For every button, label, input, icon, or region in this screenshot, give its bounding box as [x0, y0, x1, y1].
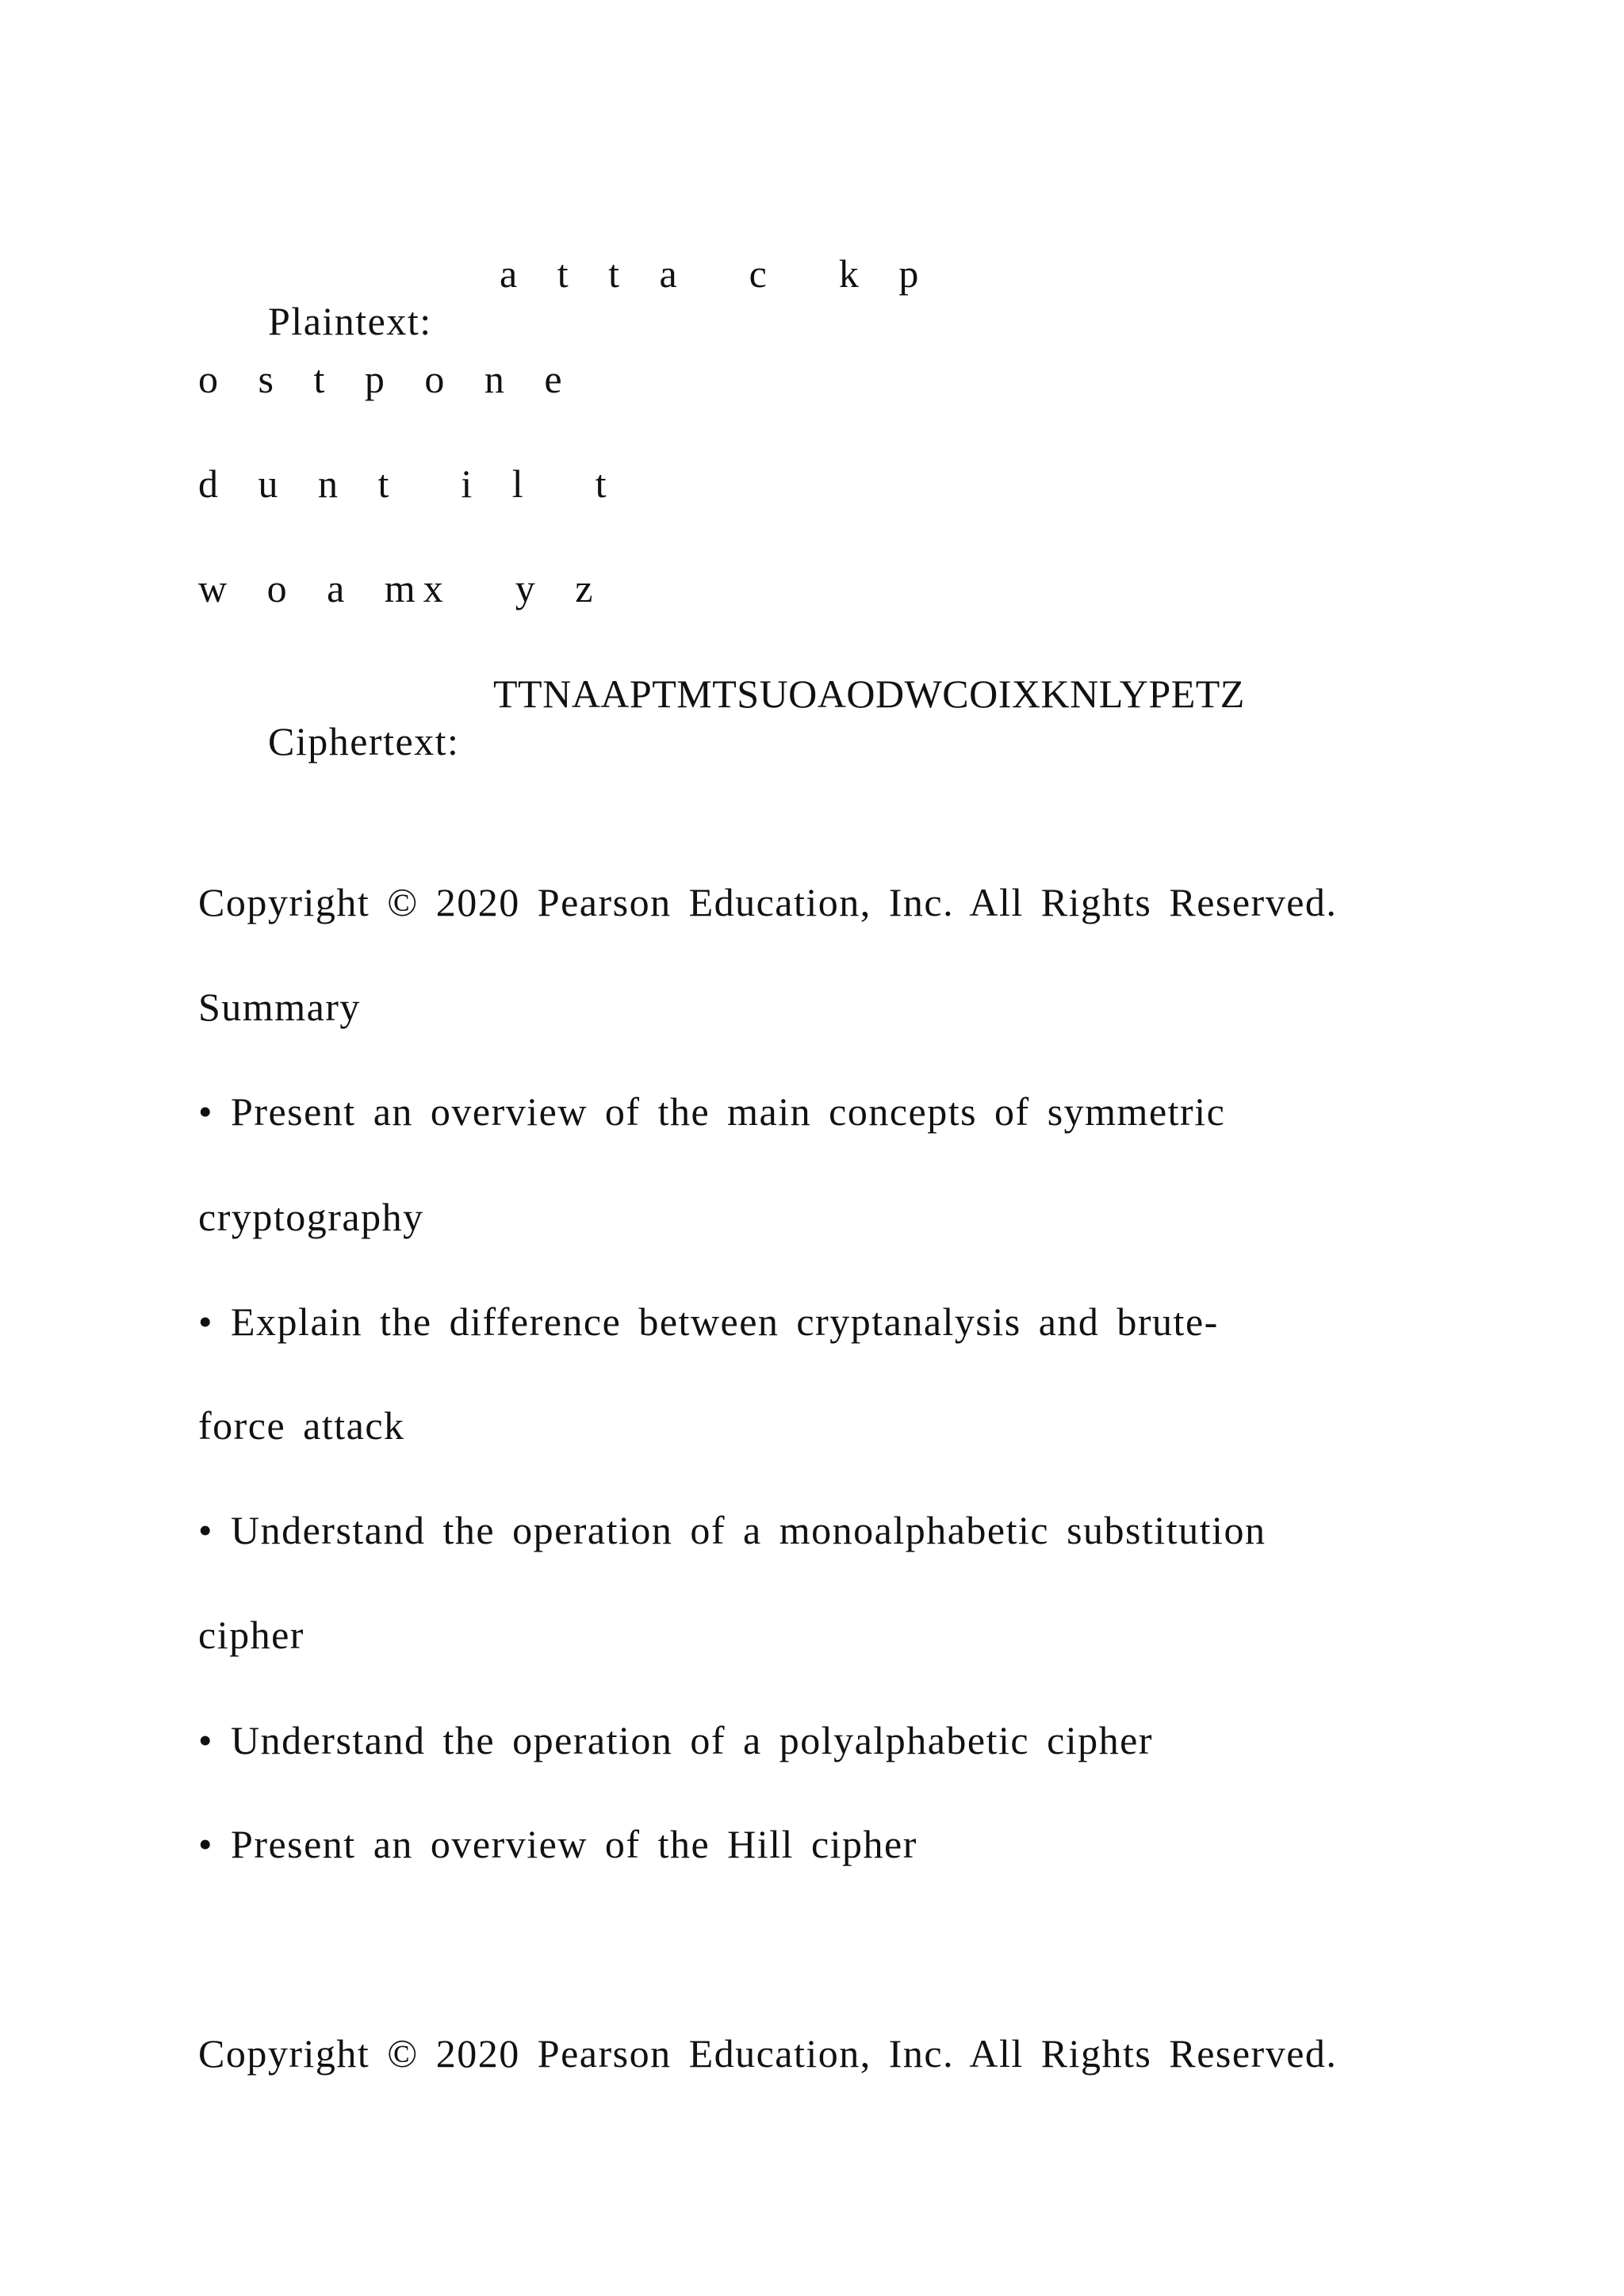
ciphertext-label: Ciphertext: [268, 719, 460, 763]
summary-line-5: • Understand the operation of a monoalphabetic substitution [198, 1508, 1266, 1552]
plaintext-row-2: o s t p o n e [198, 357, 570, 401]
summary-line-8: • Present an overview of the Hill cipher [198, 1822, 917, 1866]
summary-heading: Summary [198, 985, 361, 1029]
summary-line-7: • Understand the operation of a polyalphabetic cipher [198, 1718, 1154, 1762]
plaintext-row-1-text: a t t a c k p [500, 251, 927, 296]
ciphertext-value: TTNAAPTMTSUOAODWCOIXKNLYPETZ [493, 672, 1245, 716]
ciphertext-row [198, 670, 1245, 860]
plaintext-row-4: w o a mx y z [198, 566, 601, 610]
summary-line-4: force attack [198, 1403, 405, 1448]
copyright-footer-2: Copyright © 2020 Pearson Education, Inc. All Rights Reserved. [198, 2031, 1338, 2076]
plaintext-row-3: d u n t i l t [198, 461, 615, 506]
plaintext-row-1 [198, 250, 927, 440]
copyright-footer-1: Copyright © 2020 Pearson Education, Inc. All Rights Reserved. [198, 880, 1338, 924]
summary-line-3: • Explain the difference between cryptanalysis and brute- [198, 1299, 1219, 1344]
summary-line-2: cryptography [198, 1195, 424, 1239]
plaintext-label: Plaintext: [268, 299, 432, 343]
summary-line-1: • Present an overview of the main concepts of symmetric [198, 1089, 1226, 1134]
summary-line-6: cipher [198, 1613, 304, 1657]
